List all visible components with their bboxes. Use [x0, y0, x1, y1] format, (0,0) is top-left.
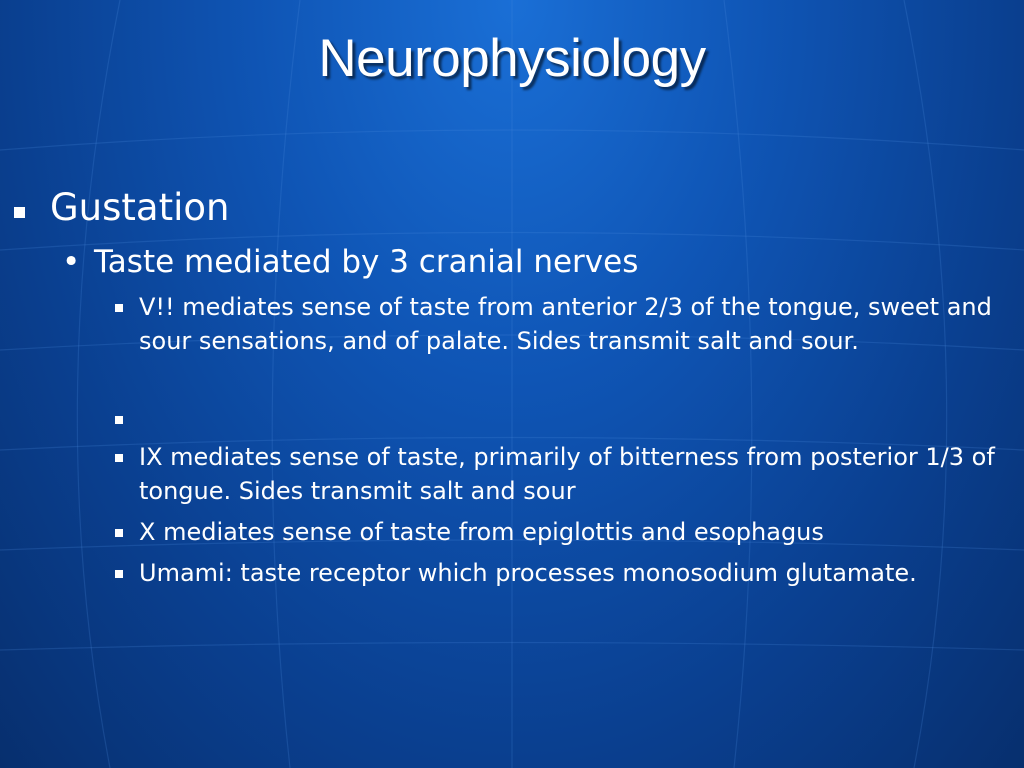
square-bullet-icon — [115, 570, 123, 578]
bullet-level2-text: Taste mediated by 3 cranial nerves — [94, 244, 639, 280]
square-bullet-icon — [14, 207, 25, 218]
round-bullet-icon: • — [62, 244, 81, 280]
list-item-text: IX mediates sense of taste, primarily of bitterness from posterior 1/3 of tongue. Sides transmit salt and sour — [139, 443, 995, 505]
slide-title: Neurophysiology — [318, 29, 706, 88]
square-bullet-icon — [115, 454, 123, 462]
list-item-text: Umami: taste receptor which processes monosodium glutamate. — [139, 559, 917, 587]
square-bullet-icon — [115, 304, 123, 312]
list-item-text: X mediates sense of taste from epiglottis and esophagus — [139, 518, 824, 546]
square-bullet-icon — [115, 416, 123, 424]
list-item-text: V!! mediates sense of taste from anterior 2/3 of the tongue, sweet and sour sensations, and of palate. Sides transmit salt and sour. — [139, 293, 992, 355]
bullet-level1-text: Gustation — [50, 186, 230, 229]
square-bullet-icon — [115, 529, 123, 537]
